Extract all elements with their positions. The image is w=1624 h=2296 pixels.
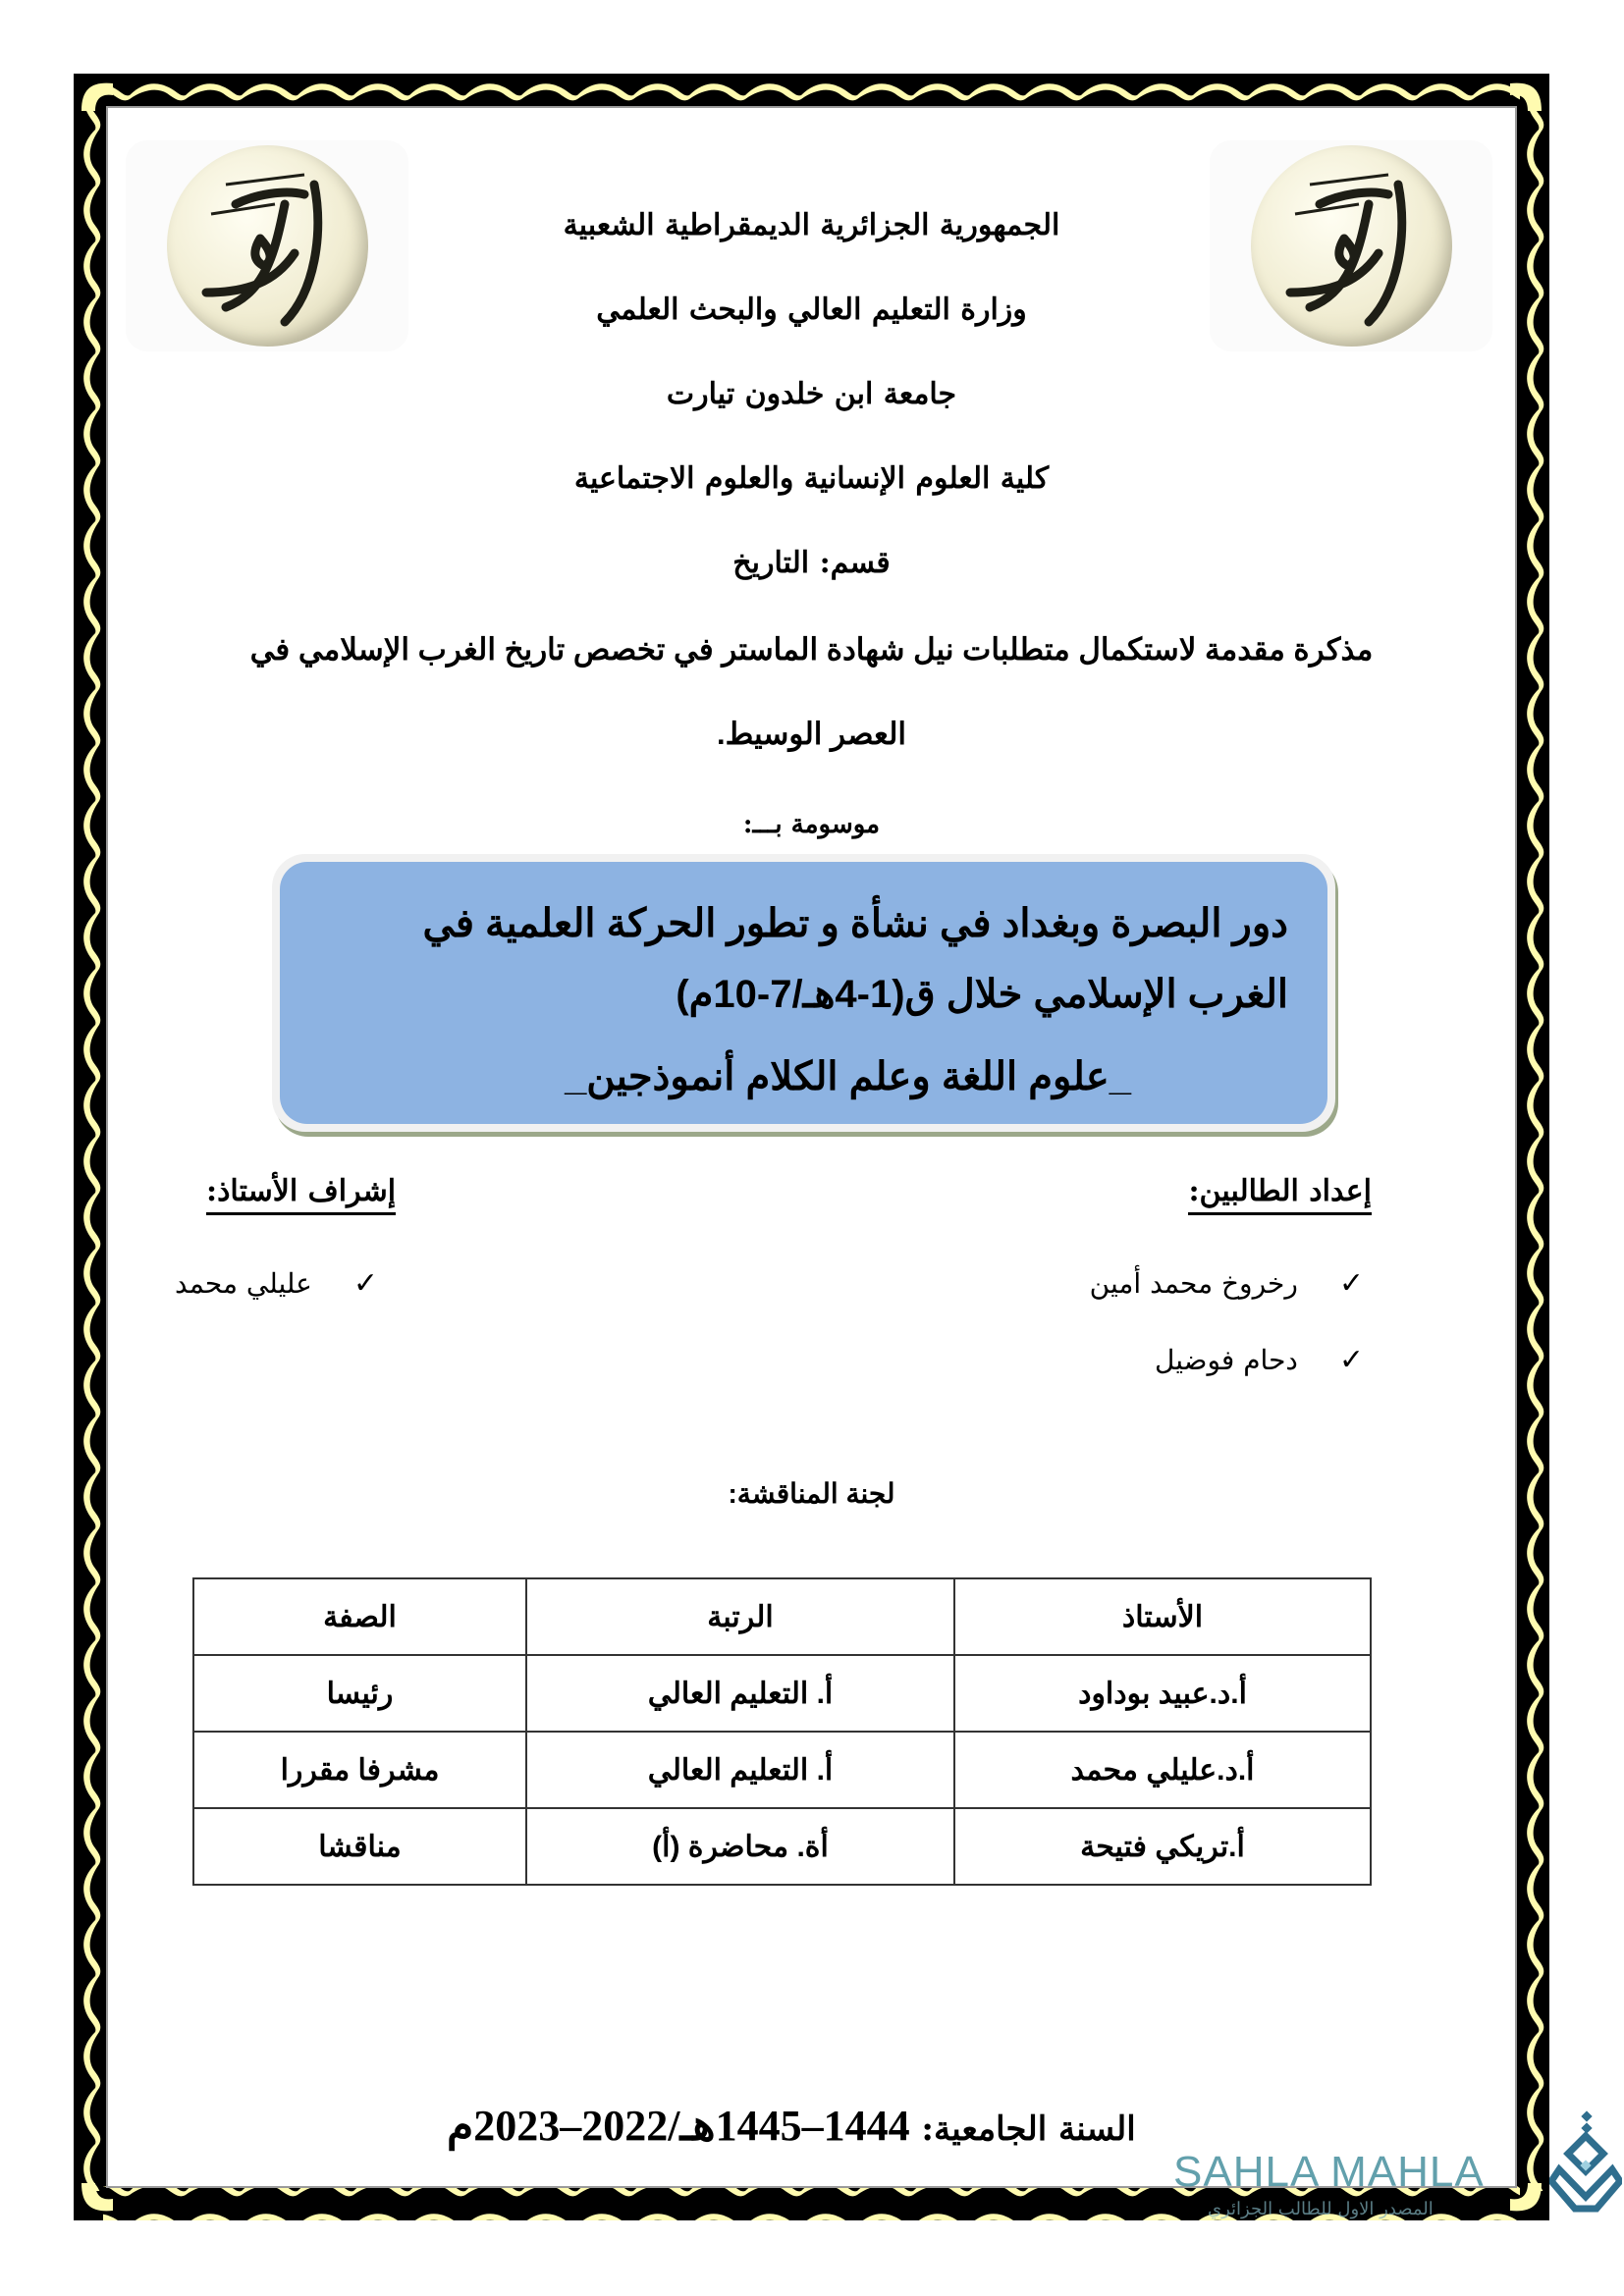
student-item	[1090, 1266, 1364, 1301]
supervisor-item	[175, 1266, 378, 1301]
jury-heading: لجنة المناقشة:	[728, 1478, 895, 1509]
role-cell: مناقشا	[193, 1808, 526, 1885]
supervisor-heading: إشراف الأستاذ:	[206, 1174, 396, 1215]
student-name: دحام فوضيل	[1155, 1344, 1298, 1376]
checkmark-icon: ✓	[1338, 1343, 1364, 1377]
column-header-professor: الأستاذ	[954, 1578, 1371, 1655]
column-header-role: الصفة	[193, 1578, 526, 1655]
republic-name: الجمهورية الجزائرية الديمقراطية الشعبية	[563, 208, 1060, 242]
memo-description-line2: العصر الوسيط.	[716, 717, 907, 751]
thesis-title-line2: الغرب الإسلامي خلال ق(1-4هـ/7-10م)	[676, 973, 1288, 1016]
sahla-mahla-logo-icon	[1549, 2110, 1622, 2218]
jury-table	[192, 1577, 1372, 1886]
watermark-tagline: المصدر الاول للطالب الجزائري	[1208, 2199, 1434, 2219]
memo-description-line1: مذكرة مقدمة لاستكمال متطلبات نيل شهادة الماستر في تخصص تاريخ الغرب الإسلامي في	[249, 632, 1374, 667]
checkmark-icon: ✓	[352, 1266, 379, 1301]
department-name: قسم: التاريخ	[732, 546, 891, 580]
academic-year	[447, 2101, 1136, 2151]
rank-cell: أ. التعليم العالي	[526, 1732, 954, 1808]
professor-cell: أ.د.عبيد بوداود	[954, 1655, 1371, 1732]
professor-cell: أ.تريكي فتيحة	[954, 1808, 1371, 1885]
supervisor-name: عليلي محمد	[175, 1267, 312, 1300]
watermark-brand: SAHLA MAHLA	[1173, 2148, 1485, 2196]
rank-cell: أ. التعليم العالي	[526, 1655, 954, 1732]
student-name: رخروخ محمد أمين	[1089, 1267, 1298, 1300]
ministry-name: وزارة التعليم العالي والبحث العلمي	[596, 293, 1027, 327]
university-name: جامعة ابن خلدون تيارت	[666, 377, 957, 411]
table-row	[193, 1655, 1371, 1732]
table-row	[193, 1808, 1371, 1885]
faculty-name: كلية العلوم الإنسانية والعلوم الاجتماعية	[573, 461, 1050, 496]
academic-year-label: السنة الجامعية:	[921, 2109, 1136, 2149]
professor-cell: أ.د.عليلي محمد	[954, 1732, 1371, 1808]
thesis-title-box	[272, 854, 1335, 1132]
column-header-rank: الرتبة	[526, 1578, 954, 1655]
thesis-title-line1: دور البصرة وبغداد في نشأة و تطور الحركة العلمية في	[422, 902, 1288, 945]
checkmark-icon: ✓	[1338, 1266, 1364, 1301]
table-row	[193, 1732, 1371, 1808]
titled-label: موسومة بـــ:	[742, 810, 881, 839]
rank-cell: أة. محاضرة (أ)	[526, 1808, 954, 1885]
table-header-row	[193, 1578, 1371, 1655]
student-item	[1155, 1343, 1364, 1377]
students-heading: إعداد الطالبين:	[1188, 1174, 1372, 1215]
thesis-title-panel	[280, 862, 1327, 1124]
role-cell: رئيسا	[193, 1655, 526, 1732]
academic-year-value: 1444–1445هـ/2022–2023م	[447, 2102, 910, 2150]
thesis-title-subtitle: _علوم اللغة وعلم الكلام أنموذجين_	[565, 1055, 1131, 1098]
role-cell: مشرفا مقررا	[193, 1732, 526, 1808]
